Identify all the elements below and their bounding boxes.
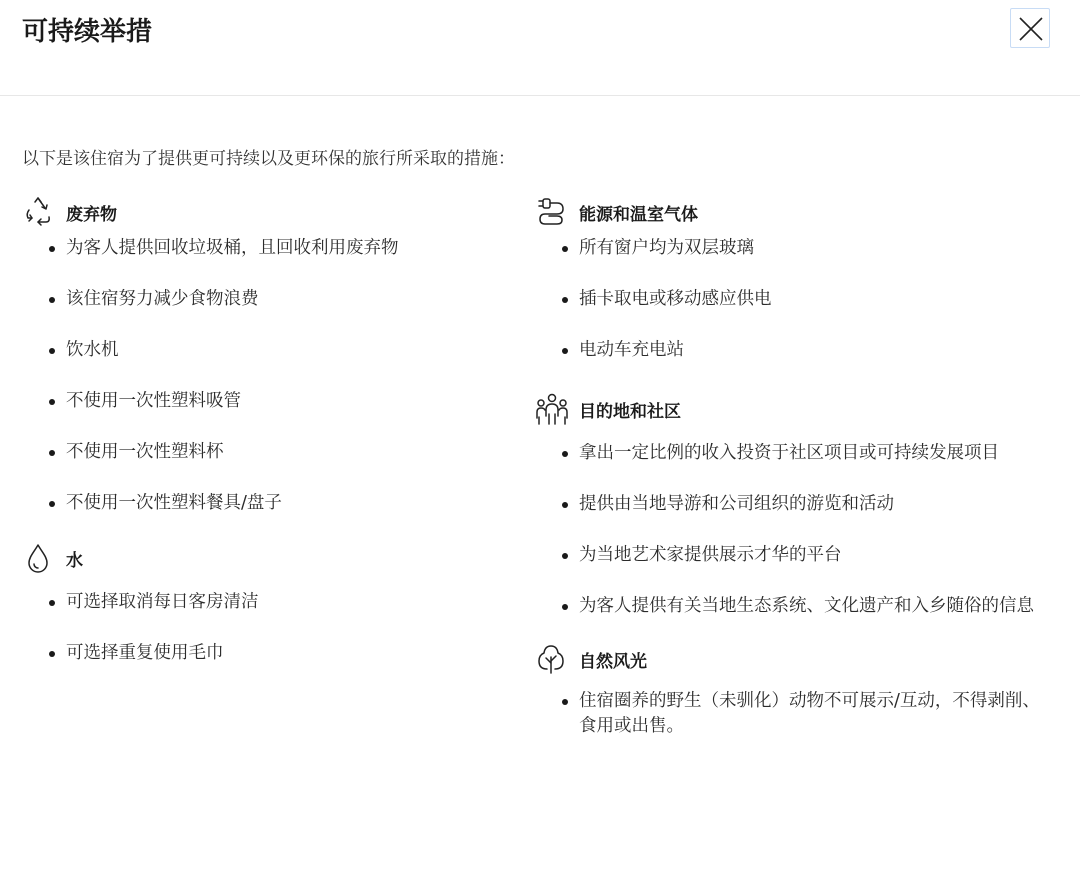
list-item: 不使用一次性塑料杯 [46,440,522,465]
section-title-nature: 自然风光 [579,651,647,672]
list-item: 为客人提供回收垃圾桶，且回收利用废弃物 [46,236,522,261]
section-title-waste: 废弃物 [66,204,117,225]
tree-icon [535,642,569,676]
list-item: 为当地艺术家提供展示才华的平台 [559,543,1055,568]
community-people-icon [535,392,569,426]
water-list [22,590,522,666]
list-item: 为客人提供有关当地生态系统、文化遗产和入乡随俗的信息 [559,594,1055,619]
list-item: 电动车充电站 [559,338,1055,363]
recycle-icon [22,195,56,229]
dialog-header [0,0,1080,96]
right-column [535,192,1055,739]
section-header [535,389,1055,429]
list-item: 拿出一定比例的收入投资于社区项目或可持续发展项目 [559,441,1055,466]
intro-text: 以下是该住宿为了提供更可持续以及更环保的旅行所采取的措施： [22,149,515,169]
list-item: 提供由当地导游和公司组织的游览和活动 [559,492,1055,517]
section-waste [22,192,522,516]
section-energy [535,192,1055,363]
section-water [22,538,522,666]
list-item: 不使用一次性塑料餐具/盘子 [46,491,522,516]
list-item: 插卡取电或移动感应供电 [559,287,1055,312]
section-title-water: 水 [66,550,83,571]
energy-list [535,236,1055,363]
list-item: 所有窗户均为双层玻璃 [559,236,1055,261]
list-item: 饮水机 [46,338,522,363]
section-header [22,538,522,578]
section-header [535,192,1055,232]
section-nature [535,639,1055,739]
list-item: 住宿圈养的野生（未驯化）动物不可展示/互动，不得剥削、食用或出售。 [559,689,1055,739]
water-drop-icon [22,541,56,575]
waste-list [22,236,522,516]
community-list [535,441,1055,619]
section-header [22,192,522,232]
section-community [535,389,1055,619]
section-header [535,639,1055,679]
left-column [22,192,522,666]
energy-plug-icon [535,195,569,229]
dialog-title: 可持续举措 [22,17,153,47]
section-title-energy: 能源和温室气体 [579,204,698,225]
list-item: 可选择取消每日客房清洁 [46,590,522,615]
close-icon [1018,16,1044,42]
nature-list [535,689,1055,739]
list-item: 该住宿努力减少食物浪费 [46,287,522,312]
section-title-community: 目的地和社区 [579,401,681,422]
list-item: 不使用一次性塑料吸管 [46,389,522,414]
list-item: 可选择重复使用毛巾 [46,641,522,666]
close-button[interactable] [1010,8,1050,48]
